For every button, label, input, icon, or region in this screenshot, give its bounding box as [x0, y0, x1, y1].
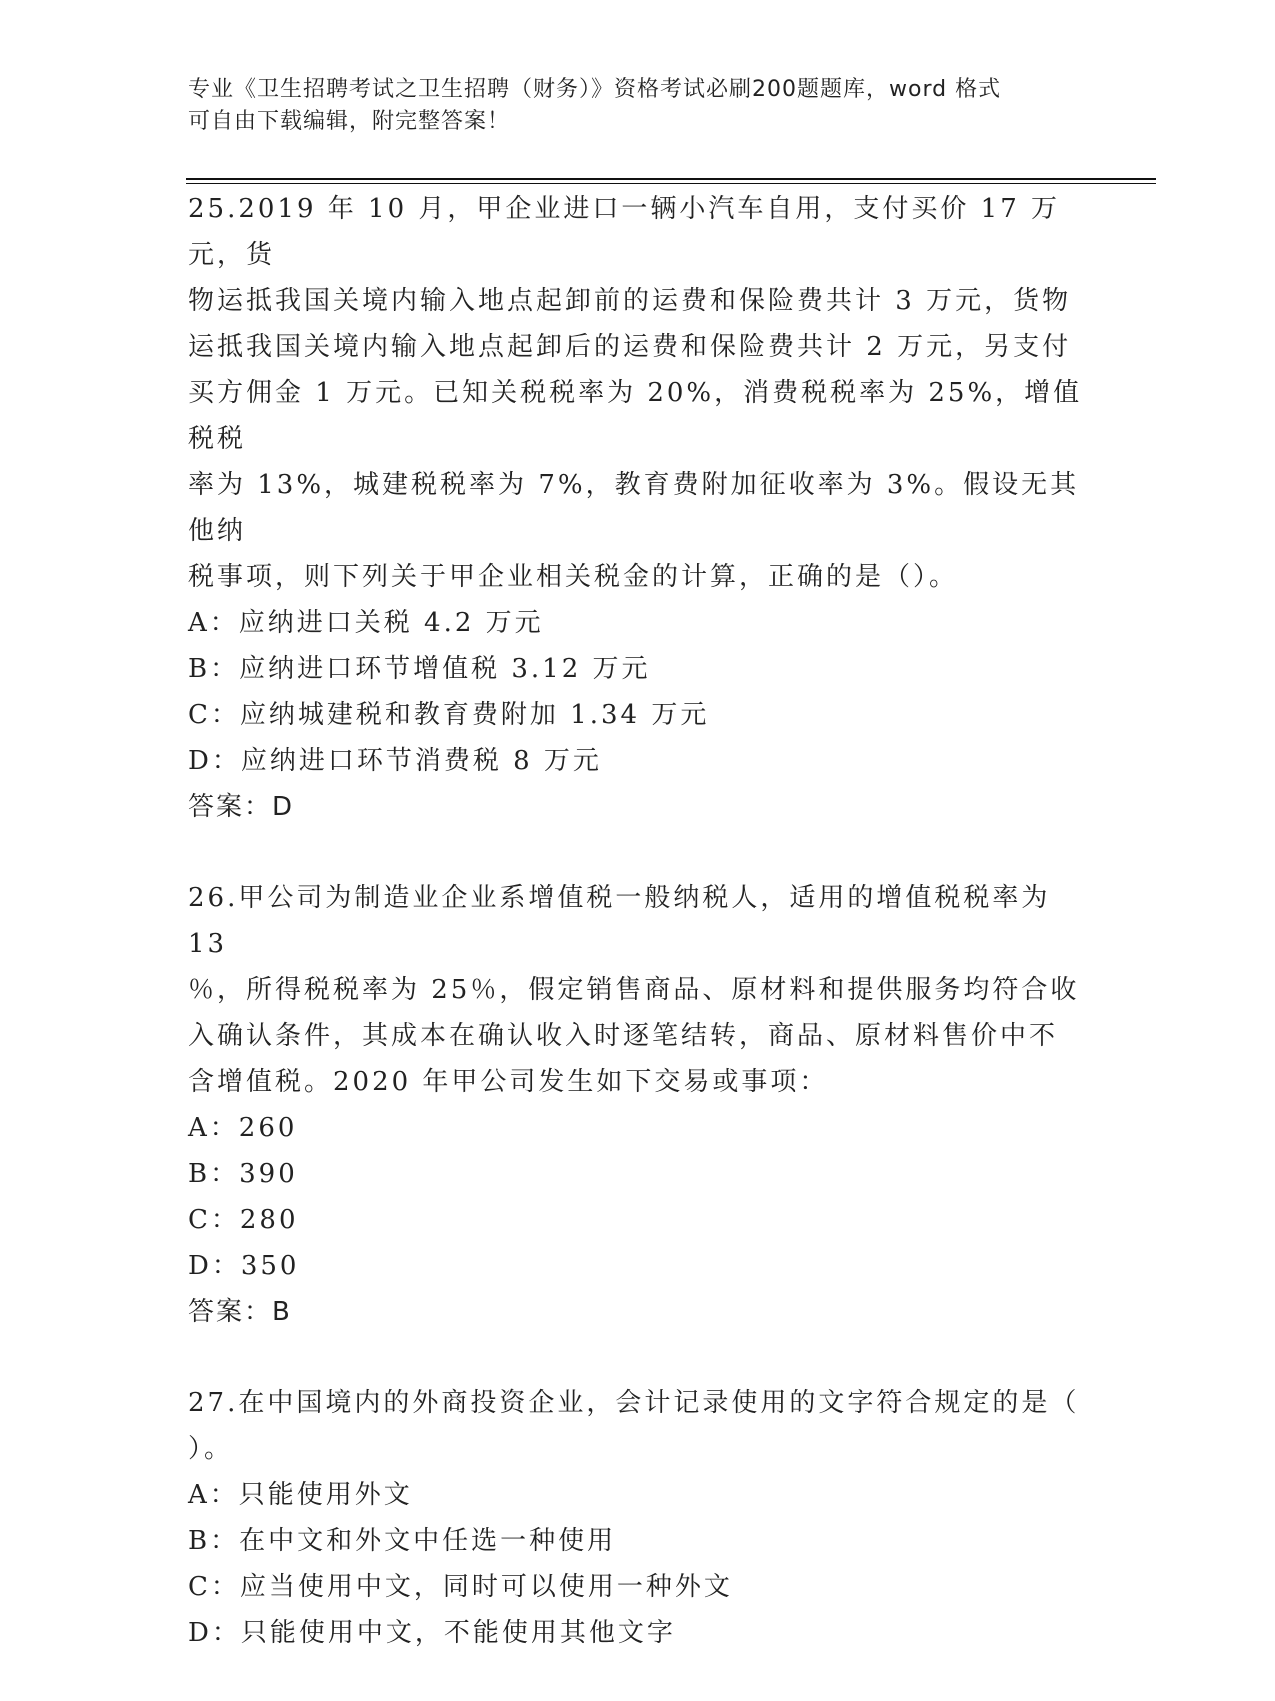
header-divider-thick: [186, 178, 1156, 180]
option-c: C：应当使用中文，同时可以使用一种外文: [188, 1572, 733, 1602]
header-divider-thin: [186, 183, 1156, 184]
question-stem: [188, 186, 1088, 600]
question-25: [188, 186, 1088, 830]
stem-line: 物运抵我国关境内输入地点起卸前的运费和保险费共计 3 万元，货物: [188, 286, 1072, 316]
option-a: A：应纳进口关税 4.2 万元: [188, 608, 544, 638]
question-stem: [188, 875, 1088, 1105]
question-list: [188, 186, 1088, 1701]
question-27: [188, 1380, 1088, 1656]
stem-line: ％，所得税税率为 25％，假定销售商品、原材料和提供服务均符合收: [188, 975, 1080, 1005]
stem-line: 税事项，则下列关于甲企业相关税金的计算，正确的是（）。: [188, 562, 959, 592]
stem-line: 入确认条件，其成本在确认收入时逐笔结转，商品、原材料售价中不: [188, 1021, 1059, 1051]
question-stem: [188, 1380, 1088, 1472]
answer-line: 答案：B: [188, 1297, 292, 1327]
header-line-1: 专业《卫生招聘考试之卫生招聘（财务）》资格考试必刷200题题库，word 格式: [188, 77, 1002, 102]
stem-line: 率为 13%，城建税税率为 7%，教育费附加征收率为 3%。假设无其他纳: [188, 470, 1080, 546]
stem-line: 26.甲公司为制造业企业系增值税一般纳税人，适用的增值税税率为 13: [188, 883, 1051, 959]
option-a: A：260: [188, 1113, 298, 1143]
header-line-2: 可自由下载编辑，附完整答案！: [188, 109, 511, 134]
option-b: B：在中文和外文中任选一种使用: [188, 1526, 617, 1556]
option-c: C：应纳城建税和教育费附加 1.34 万元: [188, 700, 710, 730]
option-c: C：280: [188, 1205, 299, 1235]
option-d: D：应纳进口环节消费税 8 万元: [188, 746, 602, 776]
option-a: A：只能使用外文: [188, 1480, 413, 1510]
stem-line: 含增值税。2020 年甲公司发生如下交易或事项：: [188, 1067, 829, 1097]
stem-line: 运抵我国关境内输入地点起卸后的运费和保险费共计 2 万元，另支付: [188, 332, 1072, 362]
page-header: [188, 74, 1068, 138]
stem-line: ）。: [188, 1434, 234, 1464]
option-b: B：应纳进口环节增值税 3.12 万元: [188, 654, 651, 684]
question-26: [188, 875, 1088, 1335]
option-d: D：只能使用中文，不能使用其他文字: [188, 1618, 676, 1648]
stem-line: 25.2019 年 10 月，甲企业进口一辆小汽车自用，支付买价 17 万元，货: [188, 194, 1061, 270]
option-d: D：350: [188, 1251, 300, 1281]
option-b: B：390: [188, 1159, 298, 1189]
answer-line: 答案：D: [188, 792, 295, 822]
stem-line: 买方佣金 1 万元。已知关税税率为 20%，消费税税率为 25%，增值税税: [188, 378, 1083, 454]
stem-line: 27.在中国境内的外商投资企业，会计记录使用的文字符合规定的是（: [188, 1388, 1080, 1418]
